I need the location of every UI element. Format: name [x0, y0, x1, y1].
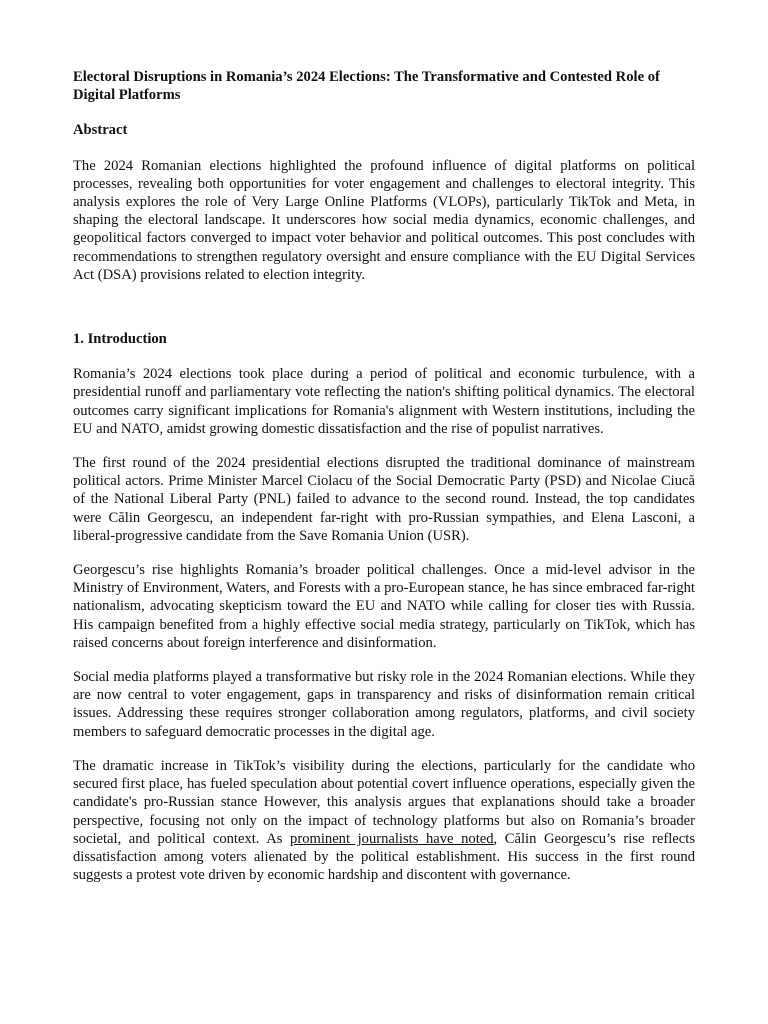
document-title: Electoral Disruptions in Romania’s 2024 Elections: The Transformative and Contested Role of Digital Platforms: [73, 69, 660, 104]
paragraph-text-after-link: , Călin Georgescu’s rise reflects dissatisfaction among voters alienated by the political establishment. His success in the first round suggests a protest vote driven by economic hardship and discontent with governance.: [73, 830, 695, 884]
abstract-paragraph: The 2024 Romanian elections highlighted the profound influence of digital platforms on political processes, revealing both opportunities for voter engagement and challenges to electoral integrity. This analysis explores the role of Very Large Online Platforms (VLOPs), particularly TikTok and Meta, in shaping the electoral landscape. It underscores how social media dynamics, economic challenges, and geopolitical factors converged to impact voter behavior and political outcomes. This post concludes with recommendations to strengthen regulatory oversight and ensure compliance with the EU Digital Services Act (DSA) provisions related to election integrity.: [73, 157, 695, 283]
body-paragraph-with-link: [73, 757, 695, 884]
body-paragraph: Georgescu’s rise highlights Romania’s broader political challenges. Once a mid-level advisor in the Ministry of Environment, Waters, and Forests with a pro-European stance, he has since embraced far-right nationalism, advocating skepticism toward the EU and NATO while calling for closer ties with Russia. His campaign benefited from a highly effective social media strategy, particularly on TikTok, which has raised concerns about foreign interference and disinformation.: [73, 562, 695, 651]
section-spacer: [73, 300, 695, 330]
document-page: [73, 68, 695, 900]
introduction-heading: 1. Introduction: [73, 331, 167, 348]
paragraph-text-before-link: The dramatic increase in TikTok’s visibility during the elections, particularly for the candidate who secured first place, has fueled speculation about potential covert influence operations, especially given the candidate's pro-Russian stance However, this analysis argues that explanations should take a broader perspective, focusing not only on the impact of technology platforms but also on Romania’s broader societal, and political context. As: [73, 757, 695, 847]
journalists-link[interactable]: prominent journalists have noted: [290, 830, 494, 847]
abstract-heading: Abstract: [73, 122, 128, 139]
body-paragraph: The first round of the 2024 presidential elections disrupted the traditional dominance of mainstream political actors. Prime Minister Marcel Ciolacu of the Social Democratic Party (PSD) and Nicolae Ciucă of the National Liberal Party (PNL) failed to advance to the second round. Instead, the top candidates were Călin Georgescu, an independent far-right with pro-Russian sympathies, and Elena Lasconi, a liberal-progressive candidate from the Save Romania Union (USR).: [73, 455, 695, 544]
body-paragraph: Romania’s 2024 elections took place during a period of political and economic turbulence, with a presidential runoff and parliamentary vote reflecting the nation's shifting political dynamics. The electoral outcomes carry significant implications for Romania's alignment with Western institutions, including the EU and NATO, amidst growing domestic dissatisfaction and the rise of populist narratives.: [73, 366, 695, 437]
body-paragraph: Social media platforms played a transformative but risky role in the 2024 Romanian elections. While they are now central to voter engagement, gaps in transparency and risks of disinformation remain critical issues. Addressing these requires stronger collaboration among regulators, platforms, and civil society members to safeguard democratic processes in the digital age.: [73, 669, 695, 740]
